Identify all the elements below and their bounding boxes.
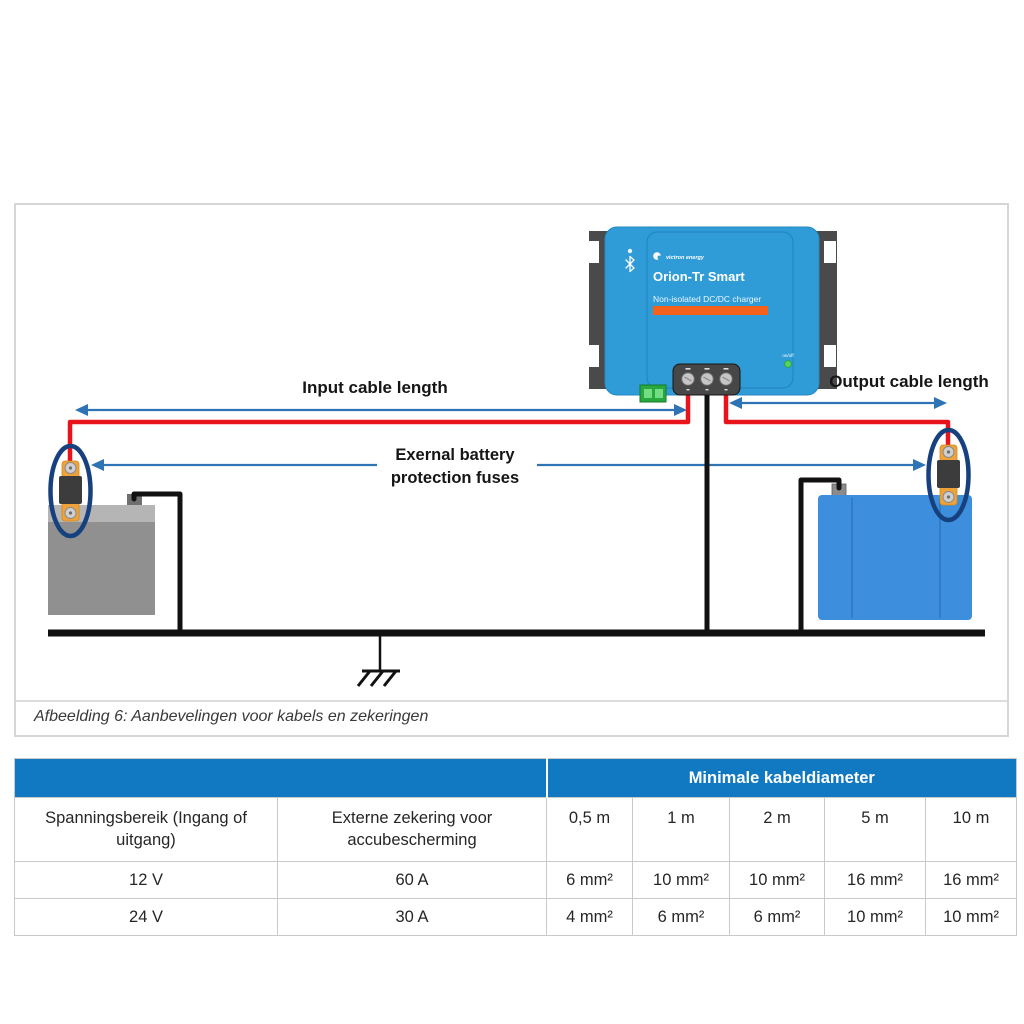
cell-5m: 16 mm² [825, 862, 926, 899]
cell-2m: 6 mm² [730, 899, 825, 936]
col-header-10m: 10 m [926, 798, 1017, 862]
cables [70, 391, 948, 632]
ground-bus [48, 633, 985, 671]
brand-text: victron energy [666, 255, 704, 261]
output-red-cable [726, 391, 948, 449]
table-column-header-row [15, 798, 1017, 862]
col-header-2m: 2 m [730, 798, 825, 862]
output-cable-length-label: Output cable length [829, 372, 989, 391]
col-header-fuse: Externe zekering voor accubescherming [278, 798, 547, 862]
table-row-12v [15, 862, 1017, 899]
col-header-1m: 1 m [633, 798, 730, 862]
caption-divider [16, 700, 1007, 702]
cell-1m: 10 mm² [633, 862, 730, 899]
cell-2m: 10 mm² [730, 862, 825, 899]
cell-voltage: 24 V [15, 899, 278, 936]
cell-voltage: 12 V [15, 862, 278, 899]
cell-10m: 10 mm² [926, 899, 1017, 936]
group-header-cell: Minimale kabeldiameter [547, 759, 1017, 798]
cell-1m: 6 mm² [633, 899, 730, 936]
status-led [628, 249, 632, 253]
input-cable-arrow [75, 404, 687, 416]
external-fuses-label [355, 444, 555, 490]
external-fuses-label-line2: protection fuses [390, 469, 520, 487]
figure-6-diagram [14, 203, 1009, 737]
onoff-led [785, 361, 792, 368]
col-header-voltage: Spanningsbereik (Ingang of uitgang) [15, 798, 278, 862]
col-header-0-5m: 0,5 m [547, 798, 633, 862]
terminal-block [673, 364, 740, 395]
orange-stripe [653, 306, 768, 315]
ve-direct-connector [640, 385, 666, 402]
subtitle-text: Non-isolated DC/DC charger [653, 294, 762, 304]
cell-10m: 16 mm² [926, 862, 1017, 899]
cell-fuse: 60 A [278, 862, 547, 899]
external-fuses-label-line1: Exernal battery [395, 446, 515, 464]
figure-caption: Afbeelding 6: Aanbevelingen voor kabels en zekeringen [34, 708, 429, 725]
cell-0-5m: 6 mm² [547, 862, 633, 899]
table-group-header-row [15, 759, 1017, 798]
output-cable-arrow [729, 397, 947, 409]
cell-0-5m: 4 mm² [547, 899, 633, 936]
cable-diameter-table [14, 758, 1016, 936]
table-row-24v [15, 899, 1017, 936]
input-cable-length-label: Input cable length [302, 378, 448, 397]
onoff-label: on/off [782, 353, 794, 358]
model-text: Orion-Tr Smart [653, 269, 745, 284]
orion-device [587, 227, 837, 402]
cell-fuse: 30 A [278, 899, 547, 936]
col-header-5m: 5 m [825, 798, 926, 862]
group-header-empty-cell [15, 759, 547, 798]
ground-symbol [358, 671, 400, 686]
cell-5m: 10 mm² [825, 899, 926, 936]
